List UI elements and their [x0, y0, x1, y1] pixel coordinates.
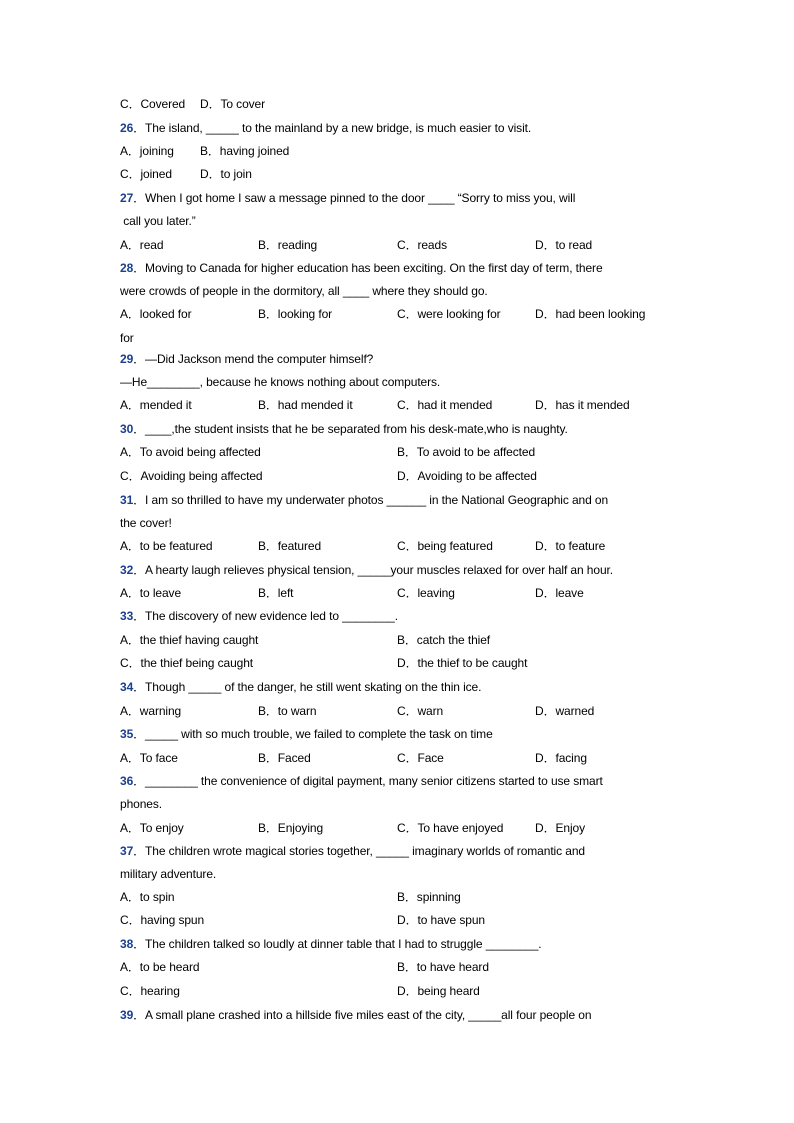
answer-option: B．reading [258, 238, 318, 252]
answer-options-row [120, 959, 680, 975]
question-text: ．The discovery of new evidence led to ________. [133, 609, 398, 623]
answer-options-row [120, 703, 680, 719]
answer-option: C．Covered [120, 97, 186, 111]
answer-option: D．Avoiding to be affected [397, 469, 537, 483]
answer-option: D．warned [535, 704, 595, 718]
question-stem [120, 1007, 591, 1023]
question-number: 33 [120, 609, 134, 623]
question-number: 29 [120, 352, 134, 366]
question-stem [120, 351, 373, 367]
question-number: 31 [120, 493, 134, 507]
answer-option: C．Face [397, 751, 444, 765]
question-stem [120, 773, 603, 789]
answer-option: A．to be heard [120, 960, 200, 974]
question-text: were crowds of people in the dormitory, all ____ where they should go. [120, 284, 488, 298]
answer-option: C．To have enjoyed [397, 821, 504, 835]
answer-options-row [120, 912, 680, 928]
question-text-continuation [120, 515, 172, 531]
answer-options-row [120, 538, 680, 554]
answer-option: A．To face [120, 751, 178, 765]
answer-option: A．read [120, 238, 164, 252]
question-text: ．The children talked so loudly at dinner table that I had to struggle ________. [133, 937, 542, 951]
question-text: ．The island, _____ to the mainland by a new bridge, is much easier to visit. [133, 121, 532, 135]
answer-option: B．to warn [258, 704, 317, 718]
question-text: ．________ the convenience of digital payment, many senior citizens started to use smart [133, 774, 603, 788]
question-number: 37 [120, 844, 134, 858]
question-text-continuation [120, 213, 196, 229]
answer-option: C．leaving [397, 586, 455, 600]
answer-option: C．hearing [120, 984, 180, 998]
question-number: 38 [120, 937, 134, 951]
question-number: 27 [120, 191, 134, 205]
question-text: ．A hearty laugh relieves physical tension, _____your muscles relaxed for over half an hour. [133, 563, 613, 577]
answer-option: D．Enjoy [535, 821, 585, 835]
answer-option: D．to feature [535, 539, 606, 553]
question-text: ．The children wrote magical stories together, _____ imaginary worlds of romantic and [133, 844, 585, 858]
answer-options-row [120, 632, 680, 648]
answer-options-row [120, 983, 680, 999]
answer-option: B．Faced [258, 751, 311, 765]
question-stem [120, 190, 575, 206]
question-text: ．When I got home I saw a message pinned to the door ____ “Sorry to miss you, will [133, 191, 576, 205]
answer-options-row [120, 166, 680, 182]
answer-option: C．reads [397, 238, 447, 252]
question-text-continuation [120, 374, 440, 390]
answer-options-row [120, 397, 680, 413]
question-text-continuation [120, 796, 162, 812]
answer-option: B．to have heard [397, 960, 489, 974]
answer-option: B．left [258, 586, 294, 600]
question-number: 34 [120, 680, 134, 694]
answer-option: C．having spun [120, 913, 205, 927]
question-stem [120, 120, 531, 136]
question-text: ．____,the student insists that he be separated from his desk-mate,who is naughty. [133, 422, 568, 436]
answer-option: D．to read [535, 238, 593, 252]
answer-option: D．had been looking [535, 307, 646, 321]
question-text-continuation [120, 866, 216, 882]
question-number: 26 [120, 121, 134, 135]
question-text: military adventure. [120, 867, 217, 881]
answer-option: B．looking for [258, 307, 333, 321]
question-stem [120, 936, 542, 952]
answer-option: C．warn [397, 704, 444, 718]
question-text: call you later.” [120, 214, 196, 228]
question-stem [120, 679, 481, 695]
question-number: 30 [120, 422, 134, 436]
answer-option: B．featured [258, 539, 322, 553]
question-stem [120, 608, 398, 624]
answer-option: A．to be featured [120, 539, 213, 553]
answer-option: D．being heard [397, 984, 480, 998]
question-stem [120, 492, 608, 508]
question-number: 36 [120, 774, 134, 788]
answer-options-row [120, 96, 680, 112]
answer-options-row [120, 585, 680, 601]
question-text: —He________, because he knows nothing about computers. [120, 375, 441, 389]
answer-option: C．the thief being caught [120, 656, 254, 670]
question-text: ．A small plane crashed into a hillside five miles east of the city, _____all four people on [133, 1008, 592, 1022]
answer-option: D．to have spun [397, 913, 485, 927]
answer-option: A．the thief having caught [120, 633, 259, 647]
question-text: ．Moving to Canada for higher education has been exciting. On the first day of term, there [133, 261, 603, 275]
answer-option: A．joining [120, 144, 174, 158]
answer-options-row [120, 468, 680, 484]
question-text: the cover! [120, 516, 172, 530]
question-stem [120, 843, 585, 859]
question-text: for [120, 331, 134, 345]
answer-option: A．mended it [120, 398, 192, 412]
answer-option: B．spinning [397, 890, 461, 904]
answer-option: B．had mended it [258, 398, 353, 412]
question-text-continuation [120, 283, 488, 299]
answer-options-row [120, 306, 680, 322]
question-number: 39 [120, 1008, 134, 1022]
answer-option: A．To avoid being affected [120, 445, 261, 459]
answer-options-row [120, 143, 680, 159]
answer-option: C．were looking for [397, 307, 501, 321]
answer-option: D．the thief to be caught [397, 656, 528, 670]
question-stem [120, 421, 568, 437]
question-text: ．I am so thrilled to have my underwater photos ______ in the National Geographic and on [133, 493, 609, 507]
question-number: 32 [120, 563, 134, 577]
answer-options-row [120, 655, 680, 671]
answer-option: D．facing [535, 751, 587, 765]
answer-option: A．To enjoy [120, 821, 184, 835]
question-number: 28 [120, 261, 134, 275]
answer-options-row [120, 444, 680, 460]
answer-option: B．To avoid to be affected [397, 445, 536, 459]
answer-option: A．to leave [120, 586, 182, 600]
answer-options-row [120, 237, 680, 253]
question-text-continuation [120, 330, 134, 346]
answer-options-row [120, 750, 680, 766]
question-stem [120, 726, 493, 742]
answer-options-row [120, 889, 680, 905]
question-stem [120, 562, 613, 578]
question-text: ．—Did Jackson mend the computer himself? [133, 352, 374, 366]
answer-option: B．having joined [200, 144, 290, 158]
answer-option: A．to spin [120, 890, 175, 904]
answer-options-row [120, 820, 680, 836]
answer-option: C．joined [120, 167, 172, 181]
answer-option: B．Enjoying [258, 821, 324, 835]
answer-option: A．warning [120, 704, 182, 718]
question-text: ．Though _____ of the danger, he still went skating on the thin ice. [133, 680, 482, 694]
answer-option: C．had it mended [397, 398, 493, 412]
question-stem [120, 260, 603, 276]
answer-option: C．being featured [397, 539, 493, 553]
answer-option: B．catch the thief [397, 633, 491, 647]
answer-option: C．Avoiding being affected [120, 469, 263, 483]
question-number: 35 [120, 727, 134, 741]
question-text: ．_____ with so much trouble, we failed to complete the task on time [133, 727, 493, 741]
question-text: phones. [120, 797, 163, 811]
answer-option: D．to join [200, 167, 252, 181]
answer-option: D．has it mended [535, 398, 630, 412]
answer-option: A．looked for [120, 307, 192, 321]
answer-option: D．To cover [200, 97, 266, 111]
answer-option: D．leave [535, 586, 584, 600]
